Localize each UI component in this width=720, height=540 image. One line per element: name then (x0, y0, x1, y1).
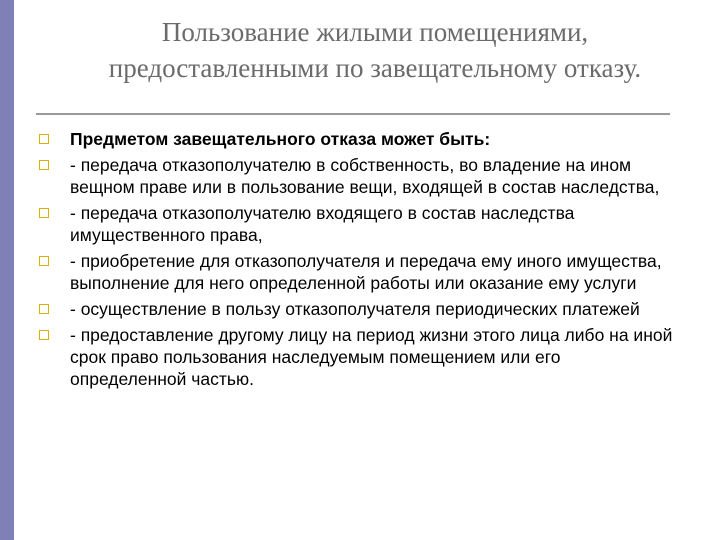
square-bullet-icon (39, 134, 49, 144)
bullet-list (38, 128, 678, 394)
square-bullet-icon (39, 160, 49, 170)
slide-title-line-2: предоставленными по завещательному отказу. (108, 53, 642, 83)
square-bullet-icon (39, 304, 49, 314)
list-item-text: - передача отказополучателю входящего в состав наследства имущественного права, (70, 203, 575, 245)
list-item (38, 324, 678, 390)
list-item-text: Предметом завещательного отказа может быть: (70, 129, 491, 149)
list-item-text: - предоставление другому лицу на период жизни этого лица либо на иной срок право пользования наследуемым помещением или его определенной частью. (70, 325, 673, 389)
list-item (38, 250, 678, 294)
square-bullet-icon (39, 256, 49, 266)
list-item-text: - передача отказополучателю в собственность, во владение на ином вещном праве или в пользование вещи, входящей в состав наследства, (70, 155, 660, 197)
slide-title (30, 14, 720, 86)
slide-title-line-1: Пользование жилыми помещениями, (161, 17, 589, 47)
list-item-text: - приобретение для отказополучателя и передача ему иного имущества, выполнение для него определенной работы или оказание ему услуги (70, 251, 662, 293)
list-item (38, 298, 678, 320)
list-item (38, 128, 678, 150)
square-bullet-icon (39, 330, 49, 340)
left-accent-bar (0, 0, 14, 540)
list-item (38, 154, 678, 198)
list-item-text: - осуществление в пользу отказополучателя периодических платежей (70, 299, 640, 319)
square-bullet-icon (39, 208, 49, 218)
title-divider (36, 113, 670, 115)
list-item (38, 202, 678, 246)
